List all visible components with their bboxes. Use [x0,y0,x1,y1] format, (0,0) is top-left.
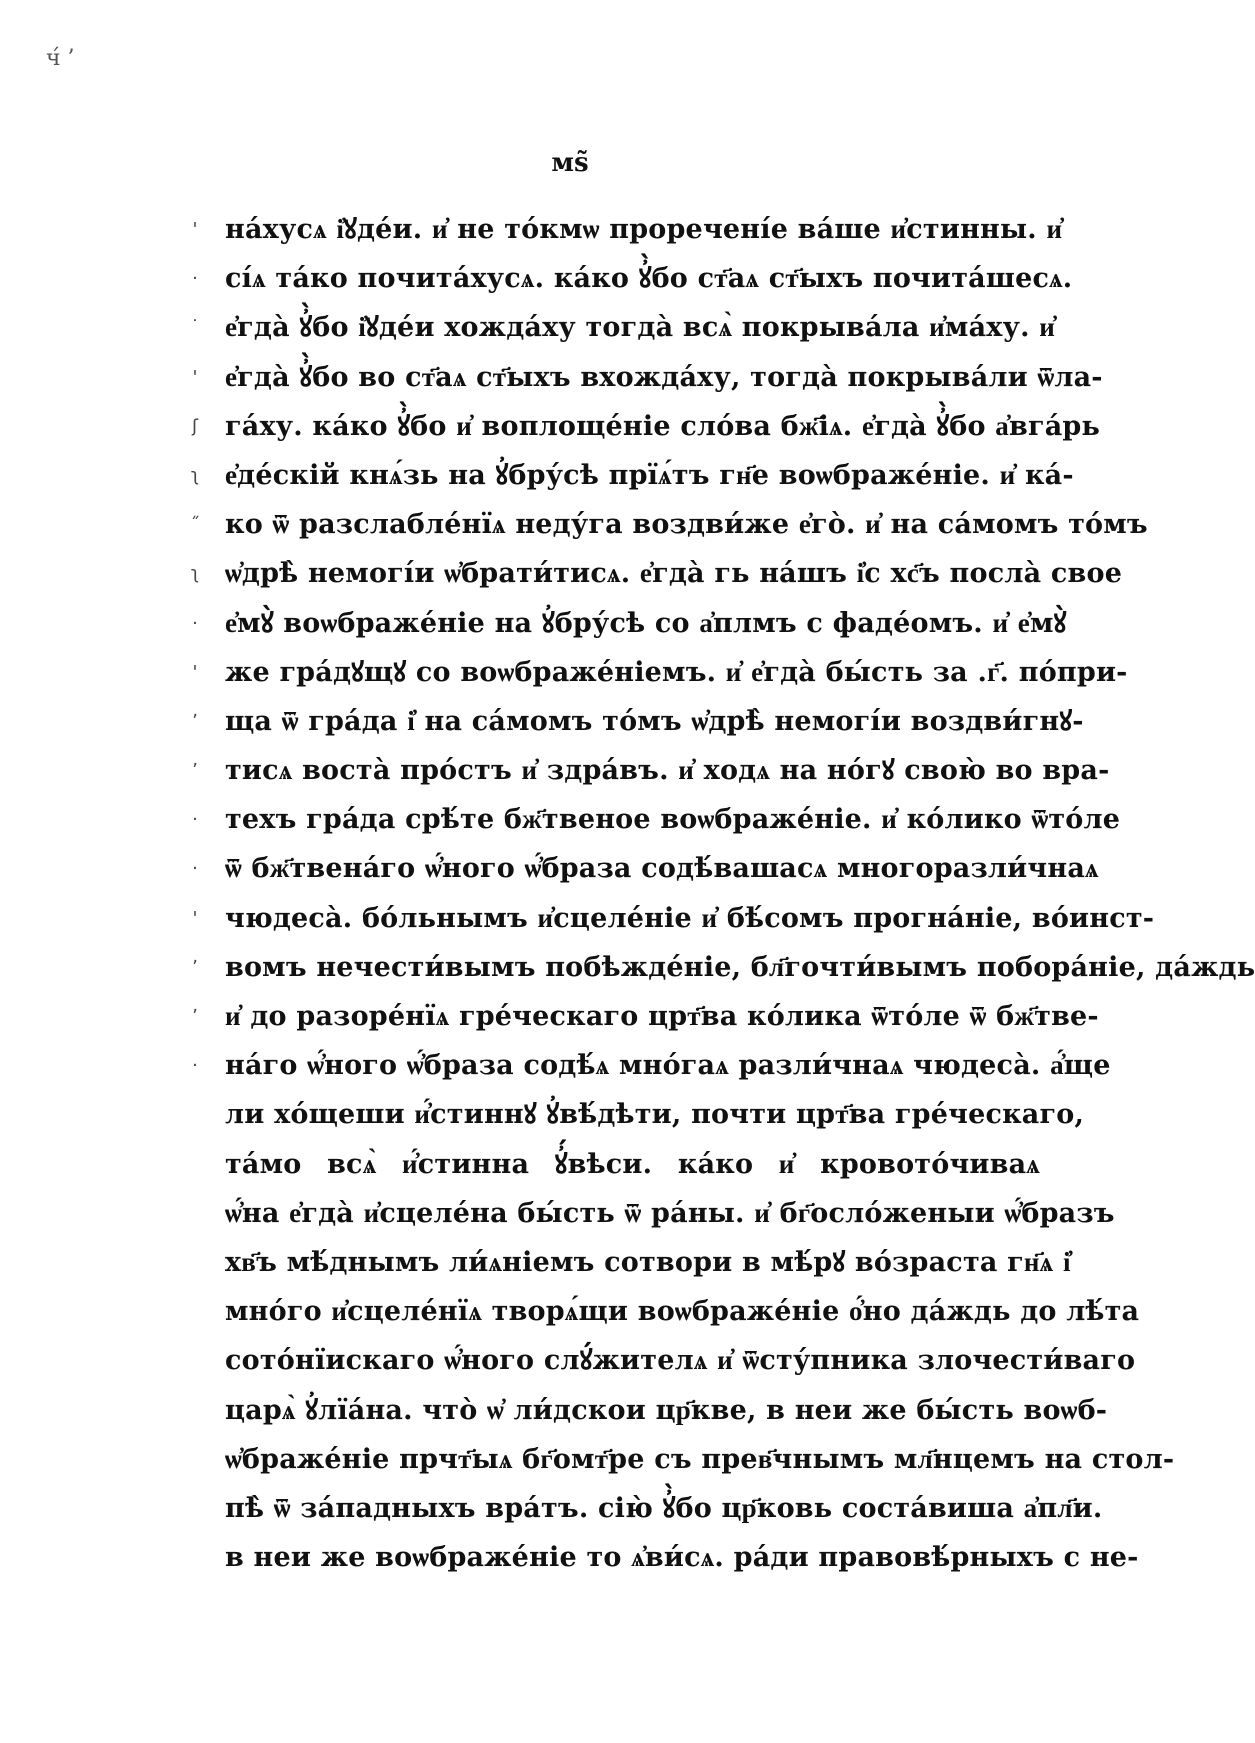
margin-mark [180,1140,210,1189]
text-line: ѡ҆́на е҆гда̀ и҆сцеле́на бы́сть ѿ ра́ны. и҆ бг҃осло́женыи ѡ҆́бразъ [225,1197,1115,1229]
text-line: мно́го и҆сцеле́нїѧ творѧ́щи воѡбраже́ніе о҆́но да́ждь до лѣ́та [225,1296,1140,1328]
margin-mark: · [192,858,198,880]
text-line: е҆гда̀ ꙋ҆̀бо і҆ꙋде́и хожда́ху тогда̀ всѧ̀ покрыва́ла и҆ма́ху. и҆ [225,312,1056,344]
text-line: в неи же воѡбраже́ніе то ѧ҆ви́сѧ. ра́ди правовѣ́рныхъ с не- [225,1542,1139,1574]
margin-mark: ʅ [190,563,200,585]
margin-marks [180,205,210,1533]
margin-mark: ʼ [192,710,198,732]
margin-mark: · [192,612,198,634]
margin-mark: ' [192,366,198,388]
text-line: на́го ѡ҆́ного ѡ҆́браза содѣ́ѧ мно́гаѧ разли́чнаѧ чюдеса̀. а҆́ще [225,1050,1111,1082]
margin-mark [180,1336,210,1385]
margin-mark: ʼ [192,956,198,978]
text-line: е҆де́скій кнѧ́зь на ꙋ҆бру́сѣ прїѧ́тъ гн҃е воѡбраже́ніе. и҆ ка́- [225,459,1074,491]
text-line: ѡ҆дрѣ̀ немогі́и ѡ҆брати́тисѧ. е҆гда̀ гь на́шъ і҆с хс҃ъ посла̀ свое [225,558,1123,590]
corner-annotation: ч́ ’ [46,46,75,71]
text-line: е҆гда̀ ꙋ҆̀бо во ст҃аѧ ст҃ыхъ вхожда́ху, тогда̀ покрыва́ли ѿла- [225,361,1103,393]
margin-mark: ' [192,661,198,683]
margin-mark: · [192,1055,198,1077]
text-line: хв҃ъ мѣ́днымъ ли́ѧніемъ сотвори в мѣ́рꙋ во́зраста гн҃ѧ і҆ [225,1246,1071,1278]
text-line: е҆мꙋ̀ воѡбраже́ніе на ꙋ҆бру́сѣ со а҆плмъ с фаде́омъ. и҆ е҆мꙋ̀ [225,607,1067,639]
text-line: тисѧ воста̀ про́стъ и҆ здра́въ. и҆ ходѧ на но́гꙋ свою̀ во вра- [225,755,1110,787]
text-line: ли хо́щеши и҆́стиннꙋ ꙋ҆вѣ́дѣти, почти црт҃ва гре́ческаго, [225,1099,1085,1131]
text-line: чюдеса̀. бо́льнымъ и҆сцеле́ніе и҆ бѣ́сомъ прогна́ніе, во́инст- [225,902,1155,934]
margin-mark: ʼ [192,760,198,782]
margin-mark: ' [192,907,198,929]
text-line: ѡ҆браже́ніе прчт҃ыѧ бг҃омт҃ре съ прев҃чнымъ мл҃нцемъ на стол- [225,1443,1175,1475]
margin-mark [180,1386,210,1435]
text-line: ща ѿ гра́да і҆ на са́момъ то́мъ ѡ҆дрѣ̀ немогі́и воздви́гнꙋ- [225,705,1084,737]
text-line: сі́ѧ та́ко почита́хусѧ. ка́ко ꙋ҆̀бо ст҃аѧ ст҃ыхъ почита́шесѧ. [225,263,1073,295]
margin-mark [180,1287,210,1336]
margin-mark: ˝ [190,514,200,536]
text-line: на́хусѧ і҆ꙋде́и. и҆ не то́кмѡ проречені́е ва́ше и҆стинны. и҆ [225,214,1063,245]
margin-mark: ' [192,219,198,240]
text-line: та́мо всѧ̀ и҆́стинна ꙋ҆́вѣси. ка́ко и҆ кровото́чиваѧ [225,1148,1040,1180]
text-line: вомъ нечести́вымъ побѣжде́ніе, бл҃гочти́вымъ побора́ніе, да́ждь [225,951,1255,983]
text-line: же гра́дꙋщꙋ со воѡбраже́ніемъ. и҆ е҆гда̀ бы́сть за .г҃. по́при- [225,656,1128,688]
margin-mark [180,1238,210,1287]
margin-mark: ʼ [192,1006,198,1027]
margin-mark: · [192,809,198,831]
text-line: пѣ̀ ѿ за́падныхъ вра́тъ. сію̀ ꙋ҆̀бо цр҃ковь соста́виша а҆пл҃и. [225,1492,1103,1524]
margin-mark [180,1090,210,1139]
margin-mark [180,1435,210,1484]
text-line: сото́нїискаго ѡ҆́ного слꙋ́жителѧ и҆ ѿсту́пника злочести́ваго [225,1345,1136,1377]
page-number: мѕ̃ [551,148,589,178]
text-line: ко ѿ разслабле́нїѧ неду́га воздви́же е҆го̀. и҆ на са́момъ то́мъ [225,509,1148,541]
text-line: га́ху. ка́ко ꙋ҆̀бо и҆ воплоще́ніе сло́ва бж҃іѧ. е҆гда̀ ꙋ҆̀бо а҆вга́рь [225,410,1101,442]
text-line: царѧ̀ ꙋ҆лїа́на. что̀ ѡ҆ ли́дскои цр҃кве, в неи же бы́сть воѡб- [225,1394,1108,1426]
margin-mark [180,1484,210,1533]
margin-mark: ʃ [191,415,199,437]
text-line: и҆ до разоре́нїѧ гре́ческаго црт҃ва ко́лика ѿто́ле ѿ бж҃тве- [225,1001,1099,1032]
margin-mark: ˙ [190,317,200,339]
margin-mark: ʅ [190,464,200,486]
text-line: ѿ бж҃твена́го ѡ҆́ного ѡ҆́браза содѣ́вашасѧ многоразли́чнаѧ [225,853,1099,885]
text-line: техъ гра́да срѣ́те бж҃твеное воѡбраже́ніе. и҆ ко́лико ѿто́ле [225,804,1121,836]
margin-mark: · [192,268,198,290]
margin-mark [180,1189,210,1238]
text-block [225,205,1255,1582]
